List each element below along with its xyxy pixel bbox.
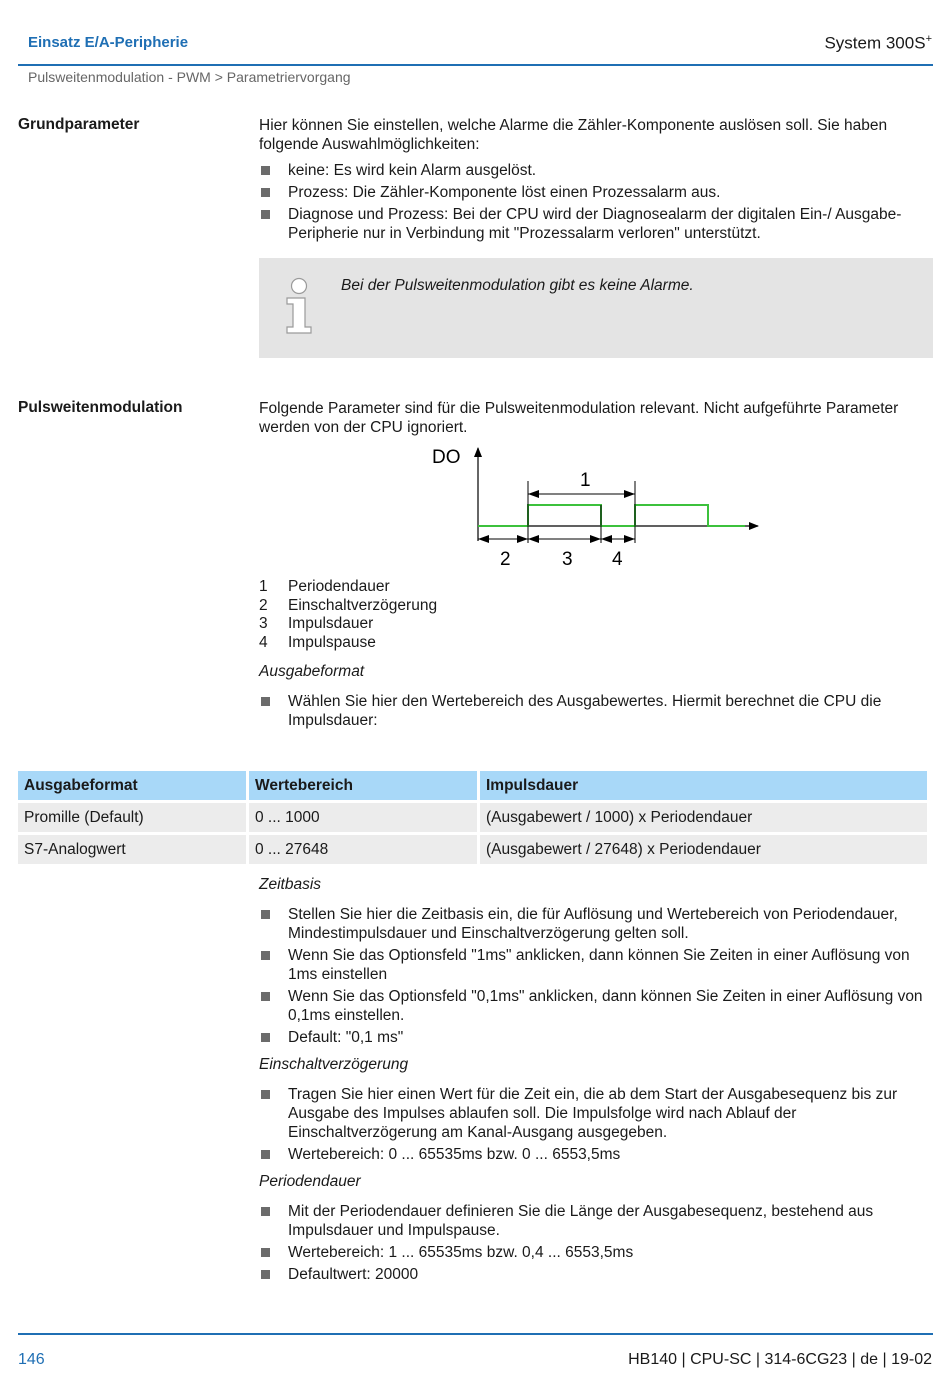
bullet-icon [261, 1150, 270, 1159]
list-item: Wertebereich: 1 ... 65535ms bzw. 0,4 ... 6553,5ms [259, 1243, 931, 1262]
ausgabeformat-table [15, 768, 930, 867]
einschaltverzoegerung-list [259, 1085, 931, 1167]
info-note-box [259, 258, 933, 358]
periodendauer-title: Periodendauer [259, 1173, 361, 1190]
label-2: 2 [500, 549, 511, 570]
list-item: Diagnose und Prozess: Bei der CPU wird der Diagnosealarm der digitalen Ein-/ Ausgabe-Peripherie nur in Verbindung mit "Prozessalarm verloren" unterstützt. [259, 205, 931, 243]
label-1: 1 [580, 470, 591, 491]
list-item: Default: "0,1 ms" [259, 1028, 931, 1047]
list-item: Tragen Sie hier einen Wert für die Zeit ein, die ab dem Start der Ausgabesequenz bis zur Ausgabe des Impulses ablaufen soll. Die Impulsfolge wird nach Ablauf der Einschaltverzögerung am Kanal-Ausgang ausgegeben. [259, 1085, 931, 1142]
legend-item: 3 Impulsdauer [259, 615, 374, 633]
bullet-icon [261, 166, 270, 175]
table-cell: S7-Analogwert [18, 835, 246, 864]
list-item: Wertebereich: 0 ... 65535ms bzw. 0 ... 6553,5ms [259, 1145, 931, 1164]
ausgabeformat-title: Ausgabeformat [259, 663, 365, 680]
table-cell: Promille (Default) [18, 803, 246, 832]
page-number: 146 [18, 1351, 45, 1368]
bullet-icon [261, 697, 270, 706]
zeitbasis-list [259, 905, 931, 1050]
breadcrumb: Pulsweitenmodulation - PWM > Parametriervorgang [28, 69, 351, 85]
list-item: Stellen Sie hier die Zeitbasis ein, die für Auflösung und Wertebereich von Periodendauer, Mindestimpulsdauer und Einschaltverzögerung gelten soll. [259, 905, 931, 943]
grundparameter-section [259, 116, 931, 246]
do-axis-label: DO [432, 447, 461, 468]
table-cell: (Ausgabewert / 27648) x Periodendauer [480, 835, 927, 864]
product-title: System 300S+ [824, 33, 932, 53]
pwm-signal [478, 505, 745, 526]
bullet-icon [261, 1270, 270, 1279]
table-header-row [18, 771, 927, 800]
bullet-icon [261, 1033, 270, 1042]
diagram-legend [259, 578, 437, 652]
list-item: keine: Es wird kein Alarm ausgelöst. [259, 161, 931, 180]
list-item: Prozess: Die Zähler-Komponente löst einen Prozessalarm aus. [259, 183, 931, 202]
table-cell: 0 ... 27648 [249, 835, 477, 864]
table-row [18, 803, 927, 832]
list-item: Mit der Periodendauer definieren Sie die Länge der Ausgabesequenz, bestehend aus Impulsdauer und Impulspause. [259, 1202, 931, 1240]
list-item: Defaultwert: 20000 [259, 1265, 931, 1284]
legend-item: 2 Einschaltverzögerung [259, 596, 438, 614]
bullet-icon [261, 1090, 270, 1099]
pwm-heading: Pulsweitenmodulation [18, 399, 183, 416]
periodendauer-list [259, 1202, 931, 1287]
header-divider [18, 64, 933, 66]
list-item: Wenn Sie das Optionsfeld "1ms" anklicken, dann können Sie Zeiten in einer Auflösung von 1ms einstellen [259, 946, 931, 984]
ausgabeformat-list [259, 692, 931, 733]
grundparameter-heading: Grundparameter [18, 116, 140, 133]
table-header: Wertebereich [249, 771, 477, 800]
document-id: HB140 | CPU-SC | 314-6CG23 | de | 19-02 [628, 1351, 932, 1368]
bullet-icon [261, 910, 270, 919]
table-row [18, 835, 927, 864]
grundparameter-intro: Hier können Sie einstellen, welche Alarme die Zähler-Komponente auslösen soll. Sie haben folgende Auswahlmöglichkeiten: [259, 117, 888, 153]
pwm-intro: Folgende Parameter sind für die Pulsweitenmodulation relevant. Nicht aufgeführte Parameter werden von der CPU ignoriert. [259, 400, 899, 436]
zeitbasis-title: Zeitbasis [259, 876, 322, 893]
bullet-icon [261, 1248, 270, 1257]
table-cell: 0 ... 1000 [249, 803, 477, 832]
einschaltverzoegerung-title: Einschaltverzögerung [259, 1056, 409, 1073]
footer-divider [18, 1333, 933, 1335]
section-title: Einsatz E/A-Peripherie [28, 34, 189, 51]
table-header: Ausgabeformat [18, 771, 246, 800]
bullet-icon [261, 188, 270, 197]
table-cell: (Ausgabewert / 1000) x Periodendauer [480, 803, 927, 832]
legend-item: 1 Periodendauer [259, 578, 390, 595]
legend-item: 4 Impulspause [259, 633, 376, 651]
label-4: 4 [612, 549, 623, 570]
label-3: 3 [562, 549, 573, 570]
bullet-icon [261, 992, 270, 1001]
table-header: Impulsdauer [480, 771, 927, 800]
pwm-timing-diagram [420, 443, 770, 578]
list-item: Wenn Sie das Optionsfeld "0,1ms" anklicken, dann können Sie Zeiten in einer Auflösung von 0,1ms einstellen. [259, 987, 931, 1025]
bullet-icon [261, 210, 270, 219]
bullet-icon [261, 951, 270, 960]
list-item: Wählen Sie hier den Wertebereich des Ausgabewertes. Hiermit berechnet die CPU die Impulsdauer: [259, 692, 931, 730]
info-note-text: Bei der Pulsweitenmodulation gibt es keine Alarme. [341, 277, 694, 294]
info-icon [279, 275, 319, 335]
bullet-icon [261, 1207, 270, 1216]
alarm-options-list [259, 161, 931, 243]
